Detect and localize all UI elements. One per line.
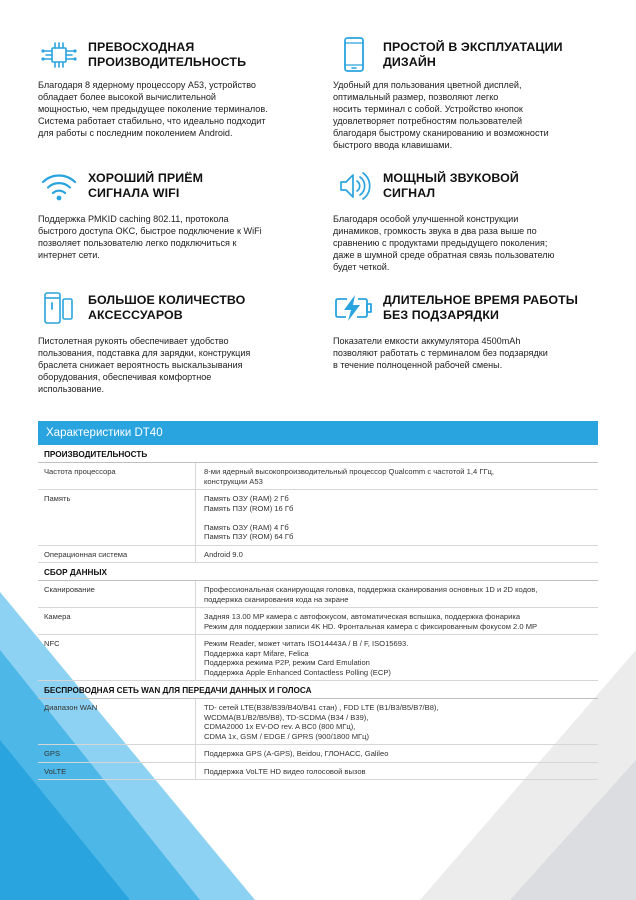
- feature-description: Показатели емкости аккумулятора 4500mAh позволяют работать с терминалом без подзарядки в течение полноценной рабочей смены.: [333, 336, 548, 370]
- battery-charging-icon: [333, 291, 375, 325]
- feature-description: Благодаря 8 ядерному процессору A53, устройство обладает более высокой вычислительной мощностью, чем предыдущее поколение терминалов. Система работает стабильно, что идеально подходит для работы с последним поколением Android.: [38, 80, 268, 138]
- feature-title: БОЛЬШОЕ КОЛИЧЕСТВО АКСЕССУАРОВ: [88, 293, 246, 322]
- speaker-icon: [333, 169, 375, 203]
- wifi-icon: [38, 169, 80, 203]
- table-row: [38, 763, 598, 781]
- row-label: Сканирование: [44, 585, 95, 594]
- feature-title: ДЛИТЕЛЬНОЕ ВРЕМЯ РАБОТЫ БЕЗ ПОДЗАРЯДКИ: [383, 293, 578, 322]
- section-title-wan: БЕСПРОВОДНАЯ СЕТЬ WAN ДЛЯ ПЕРЕДАЧИ ДАННЫХ И ГОЛОСА: [38, 681, 598, 699]
- table-row: [38, 745, 598, 763]
- row-value: Профессиональная сканирующая головка, поддержка сканирования основных 1D и 2D кодов, поддержка сканирования кода на экране: [195, 581, 598, 607]
- feature-title: ХОРОШИЙ ПРИЁМ СИГНАЛА WIFI: [88, 171, 204, 200]
- row-label: Частота процессора: [44, 467, 116, 476]
- row-label: VoLTE: [44, 766, 67, 776]
- cpu-chip-icon: [38, 38, 80, 72]
- row-value: Режим Reader, может читать ISO14443A / B / F, ISO15693. Поддержка карт Mifare, Felica Поддержка режима P2P, режим Card Emulation Поддержка Apple Enhanced Contactless Polling (ECP): [195, 635, 598, 680]
- feature-sound: [333, 169, 603, 273]
- row-value: Android 9.0: [195, 546, 598, 563]
- table-row: [38, 608, 598, 635]
- row-value: TD- сетей LTE(B38/B39/B40/B41 стан) , FDD LTE (B1/B3/B5/B7/B8), WCDMA(B1/B2/B5/B8), TD-SCDMA (B34 / B39), CDMA2000 1x EV-DO rev. A BC0 (800 МГц), CDMA 1x, GSM / EDGE / GPRS (900/1800 МГц): [195, 699, 598, 744]
- feature-wifi: [38, 169, 308, 261]
- feature-performance: [38, 38, 308, 139]
- table-row: [38, 546, 598, 564]
- table-row: [38, 490, 598, 546]
- row-value: Поддержка GPS (A-GPS), Beidou, ГЛОНАСС, Galileo: [195, 745, 598, 762]
- feature-description: Поддержка PMKID caching 802.11, протокола быстрого доступа OKC, быстрое подключение к WiFi позволяет пользователю легко подключиться к интернет сети.: [38, 214, 262, 260]
- section-title-performance: ПРОИЗВОДИТЕЛЬНОСТЬ: [38, 445, 598, 463]
- feature-title: ПРЕВОСХОДНАЯ ПРОИЗВОДИТЕЛЬНОСТЬ: [88, 40, 247, 69]
- row-value: Поддержка VoLTE HD видео голосовой вызов: [195, 763, 598, 780]
- feature-easy-design: [333, 38, 603, 151]
- row-label: Камера: [44, 612, 71, 621]
- feature-title: МОЩНЫЙ ЗВУКОВОЙ СИГНАЛ: [383, 171, 519, 200]
- accessories-icon: [38, 291, 80, 325]
- section-title-data-capture: СБОР ДАННЫХ: [38, 563, 598, 581]
- feature-title: ПРОСТОЙ В ЭКСПЛУАТАЦИИ ДИЗАЙН: [383, 40, 563, 69]
- table-row: [38, 635, 598, 681]
- feature-battery: [333, 291, 603, 371]
- row-label: NFC: [44, 639, 60, 648]
- spec-table: [38, 421, 598, 780]
- row-value: 8-ми ядерный высокопроизводительный процессор Qualcomm с частотой 1,4 ГГц, конструкции A53: [195, 463, 598, 489]
- row-label: GPS: [44, 749, 61, 758]
- row-label: Операционная система: [44, 549, 128, 559]
- row-value: Память ОЗУ (RAM) 2 Гб Память ПЗУ (ROM) 16 Гб Память ОЗУ (RAM) 4 Гб Память ПЗУ (ROM) 64 Гб: [195, 490, 598, 545]
- row-value: Задняя 13.00 MP камера с автофокусом, автоматическая вспышка, поддержка фонарика Режим для поддержки записи 4K HD. Фронтальная камера с фиксированным фокусом 2.0 MP: [195, 608, 598, 634]
- spec-header: Характеристики DT40: [38, 421, 598, 445]
- table-row: [38, 463, 598, 490]
- row-label: Память: [44, 494, 71, 503]
- row-label: Диапазон WAN: [44, 703, 98, 712]
- feature-description: Благодаря особой улучшенной конструкции динамиков, громкость звука в два раза выше по сравнению с продуктами предыдущего поколения; даже в шумной среде обратная связь пользователю будет четкой.: [333, 214, 555, 272]
- table-row: [38, 581, 598, 608]
- table-row: [38, 699, 598, 745]
- smartphone-icon: [333, 38, 375, 72]
- feature-description: Удобный для пользования цветной дисплей, оптимальный размер, позволяют легко носить терминал с собой. Устройство кнопок удовлетворяет потребностям пользователей благодаря быстрому сканированию и возможности быстрого ввода клавишами.: [333, 80, 549, 150]
- feature-accessories: [38, 291, 308, 395]
- feature-description: Пистолетная рукоять обеспечивает удобство пользования, подставка для зарядки, конструкция браслета снижает вероятность выскальзывания оборудования, обеспечивая комфортное использование.: [38, 336, 251, 394]
